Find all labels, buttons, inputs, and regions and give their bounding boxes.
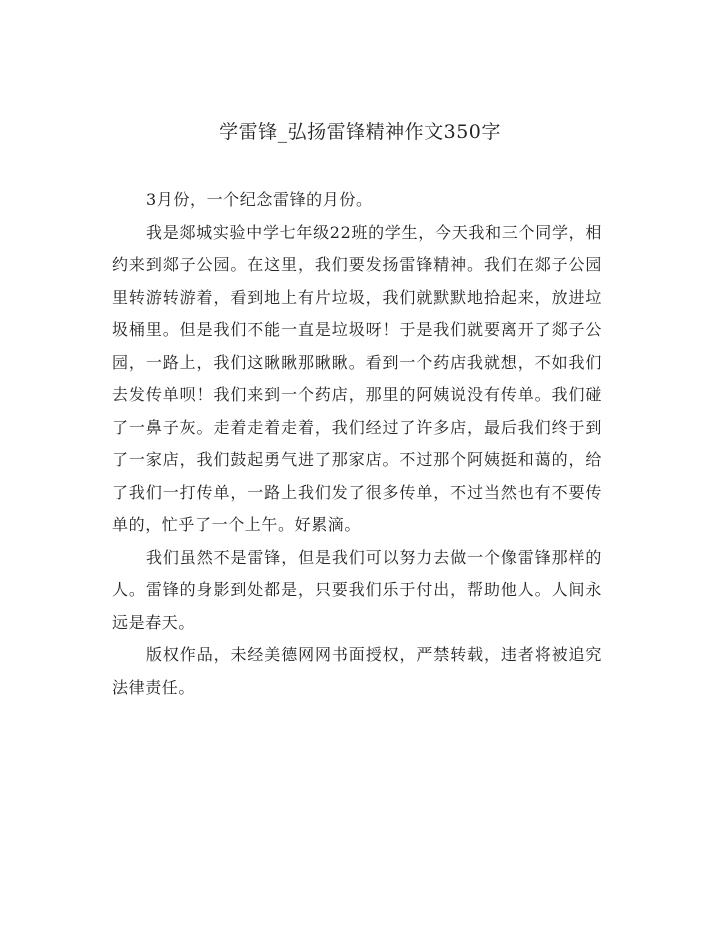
paragraph-reflection: 我们虽然不是雷锋，但是我们可以努力去做一个像雷锋那样的人。雷锋的身影到处都是，只要我们乐于付出，帮助他人。人间永远是春天。 [112, 547, 602, 632]
document-body [112, 184, 602, 704]
document-title: 学雷锋_弘扬雷锋精神作文350字 [219, 121, 501, 143]
paragraph-intro: 3月份，一个纪念雷锋的月份。 [146, 190, 373, 209]
paragraph-copyright: 版权作品，未经美德网网书面授权，严禁转载，违者将被追究法律责任。 [112, 645, 602, 697]
paragraph-story: 我是郯城实验中学七年级22班的学生，今天我和三个同学，相约来到郯子公园。在这里，我们要发扬雷锋精神。我们在郯子公园里转游转游着，看到地上有片垃圾，我们就默默地拾起来，放进垃圾桶里。但是我们不能一直是垃圾呀！于是我们就要离开了郯子公园，一路上，我们这瞅瞅那瞅瞅。看到一个药店我就想，不如我们去发传单呗！我们来到一个药店，那里的阿姨说没有传单。我们碰了一鼻子灰。走着走着走着，我们经过了许多店，最后我们终于到了一家店，我们鼓起勇气进了那家店。不过那个阿姨挺和蔼的，给了我们一打传单，一路上我们发了很多传单，不过当然也有不要传单的，忙乎了一个上午。好累滴。 [112, 222, 602, 534]
